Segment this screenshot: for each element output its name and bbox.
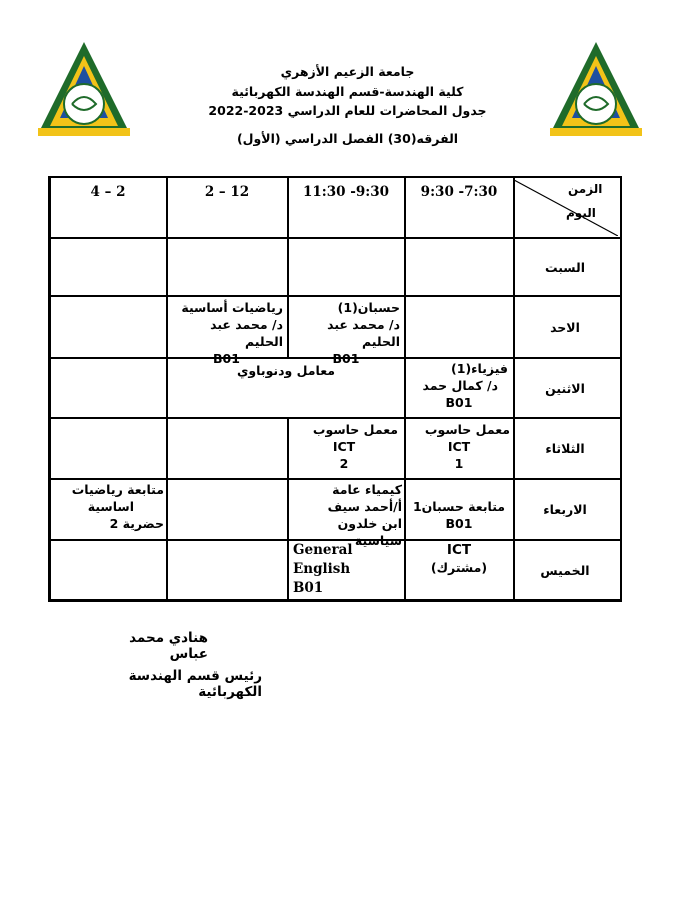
room: ICT — [447, 439, 471, 454]
document-header — [170, 62, 525, 148]
tuesday-slot-2 — [290, 421, 398, 472]
sunday-slot-3 — [170, 299, 283, 367]
room: B01 — [213, 351, 240, 366]
term-title: الفرقه(30) الفصل الدراسي (الأول) — [236, 130, 459, 146]
course-name: رياضيات أساسية — [181, 300, 283, 315]
university-logo-left — [34, 38, 134, 138]
course-name: General — [293, 542, 353, 558]
time-slot-3: 2 – 12 — [204, 184, 250, 200]
course-name: متابعة رياضيات — [71, 482, 164, 497]
table-divider — [48, 237, 622, 239]
university-name: جامعة الزعيم الأزهري — [280, 64, 415, 79]
faculty-name: كلية الهندسة-قسم الهندسة الكهربائية — [231, 83, 464, 99]
tuesday-slot-1 — [408, 421, 510, 472]
monday-merged-slot: معامل ودنوباوي — [236, 363, 336, 378]
time-slot-4: 4 – 2 — [90, 184, 126, 200]
room: B01 — [293, 580, 324, 596]
course-name: متابعة حسبان1 — [412, 499, 506, 514]
day-thursday: الخميس — [540, 563, 590, 578]
day-tuesday: الثلاثاء — [545, 441, 585, 456]
course-name: حسبان(1) — [337, 300, 400, 315]
sunday-slot-2 — [292, 299, 400, 367]
day-saturday: السبت — [544, 260, 586, 275]
day-sunday: الاحد — [550, 320, 580, 335]
room: ابن خلدون سياسية — [337, 516, 402, 548]
wednesday-slot-1 — [408, 498, 510, 532]
course-name: كيمياء عامة — [332, 482, 402, 497]
time-slot-1: 9:30 -7:30 — [420, 184, 498, 200]
course-name: ICT — [446, 542, 472, 558]
room: حضرية 2 — [109, 516, 164, 531]
thursday-slot-2 — [293, 541, 401, 598]
wednesday-slot-2 — [290, 481, 402, 549]
thursday-slot-1 — [408, 542, 510, 576]
lecturer: د/ محمد عبد الحليم — [210, 317, 283, 349]
corner-time-label: الزمن — [568, 182, 603, 196]
course-name: معمل حاسوب — [424, 422, 510, 437]
wednesday-slot-4 — [52, 481, 164, 532]
course-name: فيزياء(1) — [451, 361, 508, 376]
table-divider — [287, 176, 289, 359]
note: (مشترك) — [430, 560, 488, 575]
room: B01 — [445, 395, 473, 410]
table-divider — [48, 478, 622, 480]
course-name-cont: English — [293, 561, 351, 577]
room: B01 — [445, 516, 473, 531]
schedule-title: جدول المحاضرات للعام الدراسي 2023-2022 — [208, 103, 487, 118]
room: ICT — [332, 439, 356, 454]
monday-slot-1 — [410, 360, 508, 411]
university-logo-right — [546, 38, 646, 138]
signatory-title: رئيس قسم الهندسة الكهربائية — [128, 668, 262, 700]
table-divider — [287, 417, 289, 602]
time-slot-2: 11:30 -9:30 — [302, 184, 390, 200]
day-monday: الاثنين — [545, 381, 585, 396]
signatory-name: هنادي محمد عباس — [129, 630, 208, 662]
group: 2 — [339, 456, 349, 471]
course-name: معمل حاسوب — [312, 422, 398, 437]
lecturer: د/ كمال حمد — [422, 378, 498, 393]
lecturer: أ/أحمد سيف — [327, 499, 402, 514]
day-wednesday: الاربعاء — [543, 502, 587, 517]
table-divider — [48, 417, 622, 419]
lecturer: د/ محمد عبد الحليم — [327, 317, 400, 349]
table-divider — [48, 295, 622, 297]
course-name-cont: اساسية — [87, 499, 134, 514]
corner-day-label: اليوم — [566, 206, 596, 220]
group: 1 — [454, 456, 464, 471]
room: B01 — [332, 351, 360, 366]
